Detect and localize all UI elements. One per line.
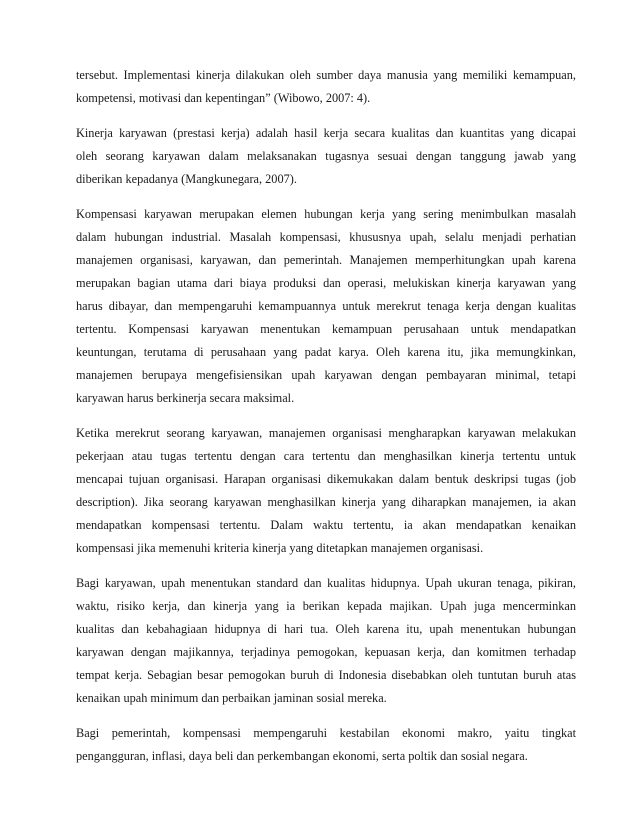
- text-line: karyawan dengan majikannya, terjadinya pemogokan, kepuasan kerja, dan komitmen terhadap: [76, 645, 576, 659]
- text-line: Bagi pemerintah, kompensasi mempengaruhi kestabilan ekonomi makro, yaitu tingkat: [76, 726, 576, 740]
- text-line: merupakan bagian utama dari biaya produksi dan operasi, melukiskan kinerja karyawan yang: [76, 276, 576, 290]
- text-line: tempat kerja. Sebagian besar pemogokan buruh di Indonesia disebabkan oleh tuntutan buruh atas: [76, 668, 576, 682]
- paragraph-4: [76, 422, 576, 560]
- text-line: manajemen organisasi, karyawan, dan pemerintah. Manajemen memperhitungkan upah karena: [76, 253, 576, 267]
- text-line: tersebut. Implementasi kinerja dilakukan oleh sumber daya manusia yang memiliki kemampuan,: [76, 68, 576, 82]
- paragraph-5: [76, 572, 576, 710]
- paragraph-1: [76, 64, 576, 110]
- text-line: harus dibayar, dan mempengaruhi kemampuannya untuk merekrut tenaga kerja dengan kualitas: [76, 299, 576, 313]
- text-line: description). Jika seorang karyawan menghasilkan kinerja yang diharapkan manajemen, ia akan: [76, 495, 576, 509]
- text-line: mencapai tujuan organisasi. Harapan organisasi dikemukakan dalam bentuk deskripsi tugas (job: [76, 472, 576, 486]
- document-page: [76, 64, 576, 780]
- text-line: Kompensasi karyawan merupakan elemen hubungan kerja yang sering menimbulkan masalah: [76, 207, 576, 221]
- text-line: waktu, risiko kerja, dan kinerja yang ia berikan kepada majikan. Upah juga mencerminkan: [76, 599, 576, 613]
- text-line: kompetensi, motivasi dan kepentingan” (Wibowo, 2007: 4).: [76, 91, 371, 105]
- text-line: kualitas dan kebahagiaan hidupnya di hari tua. Oleh karena itu, upah menentukan hubungan: [76, 622, 576, 636]
- text-line: pengangguran, inflasi, daya beli dan perkembangan ekonomi, serta poltik dan sosial negara.: [76, 749, 528, 763]
- text-line: karyawan harus berkinerja secara maksimal.: [76, 391, 295, 405]
- paragraph-6: [76, 722, 576, 768]
- paragraph-3: [76, 203, 576, 410]
- paragraph-2: [76, 122, 576, 191]
- text-line: manajemen berupaya mengefisiensikan upah karyawan dengan pembayaran minimal, tetapi: [76, 368, 576, 382]
- text-line: Bagi karyawan, upah menentukan standard dan kualitas hidupnya. Upah ukuran tenaga, pikiran,: [76, 576, 576, 590]
- text-line: oleh seorang karyawan dalam melaksanakan tugasnya sesuai dengan tanggung jawab yang: [76, 149, 576, 163]
- text-line: Kinerja karyawan (prestasi kerja) adalah hasil kerja secara kualitas dan kuantitas yang dicapai: [76, 126, 576, 140]
- text-line: kompensasi jika memenuhi kriteria kinerja yang ditetapkan manajemen organisasi.: [76, 541, 484, 555]
- text-line: dalam hubungan industrial. Masalah kompensasi, khususnya upah, selalu menjadi perhatian: [76, 230, 576, 244]
- text-line: kenaikan upah minimum dan perbaikan jaminan sosial mereka.: [76, 691, 387, 705]
- text-line: diberikan kepadanya (Mangkunegara, 2007).: [76, 172, 297, 186]
- text-line: tertentu. Kompensasi karyawan menentukan kemampuan perusahaan untuk mendapatkan: [76, 322, 576, 336]
- text-line: Ketika merekrut seorang karyawan, manajemen organisasi mengharapkan karyawan melakukan: [76, 426, 576, 440]
- text-line: pekerjaan atau tugas tertentu dengan cara tertentu dan menghasilkan kinerja tertentu untuk: [76, 449, 576, 463]
- text-line: mendapatkan kompensasi tertentu. Dalam waktu tertentu, ia akan mendapatkan kenaikan: [76, 518, 576, 532]
- text-line: keuntungan, terutama di perusahaan yang padat karya. Oleh karena itu, jika memungkinkan,: [76, 345, 576, 359]
